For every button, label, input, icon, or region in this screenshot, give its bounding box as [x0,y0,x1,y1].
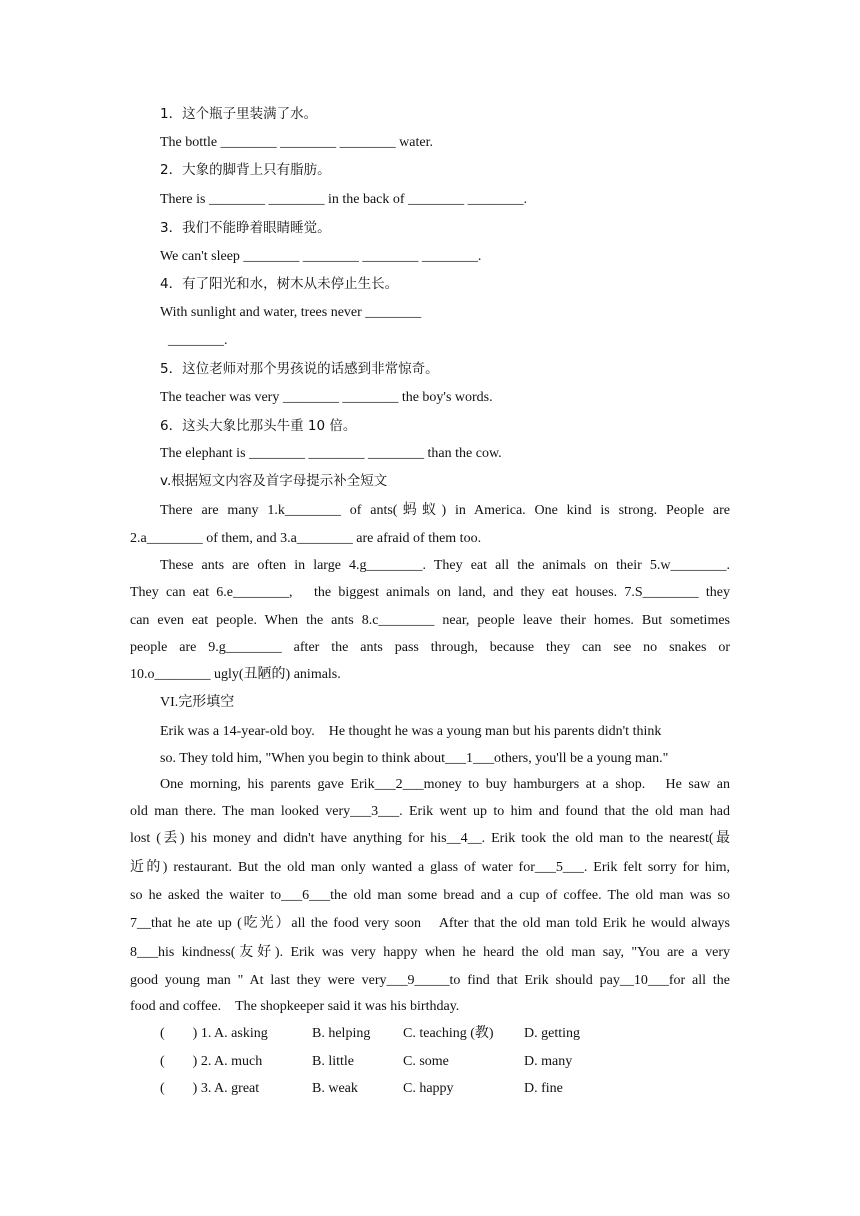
section5-p1-line1: There are many 1.k________ of ants(蚂蚁) in America. One kind is strong. People are [160,503,730,518]
q1-chinese: 1．这个瓶子里装满了水。 [160,106,318,122]
section5-p2-line2: They can eat 6.e________, the biggest animals on land, and they eat houses. 7.S________ they [130,585,730,600]
cloze-line-1: Erik was a 14-year-old boy. He thought he was a young man but his parents didn't think [160,724,662,739]
q3-chinese: 3．我们不能睁着眼睛睡觉。 [160,220,331,236]
q2-chinese: 2．大象的脚背上只有脂肪。 [160,162,331,178]
option-2-b: B. little [312,1054,354,1069]
section5-p2-line3: can even eat people. When the ants 8.c________ near, people leave their homes. But sometimes [130,613,730,628]
option-1-a: ( ) 1. A. asking [160,1026,268,1041]
cloze-line-10: good young man " At last they were very___9_____to find that Erik should pay__10___for all the [130,973,730,988]
q5-english: The teacher was very ________ ________ the boy's words. [160,390,493,405]
option-2-c: C. some [403,1054,449,1069]
q3-english: We can't sleep ________ ________ ________ ________. [160,249,482,264]
section5-p2-line5: 10.o________ ugly(丑陋的) animals. [130,667,341,682]
q5-chinese: 5．这位老师对那个男孩说的话感到非常惊奇。 [160,361,439,377]
cloze-line-5: lost (丢) his money and didn't have anything for his__4__. Erik took the old man to the nearest(最 [130,831,730,846]
section5-p2-line4: people are 9.g________ after the ants pass through, because they can see no snakes or [130,640,730,655]
q4-english-line2: ________. [168,333,228,348]
option-3-a: ( ) 3. A. great [160,1081,260,1096]
option-1-b: B. helping [312,1026,371,1041]
section5-p1-line2: 2.a________ of them, and 3.a________ are afraid of them too. [130,531,482,546]
cloze-line-11: food and coffee. The shopkeeper said it was his birthday. [130,999,460,1014]
option-2-a: ( ) 2. A. much [160,1054,263,1069]
cloze-line-7: so he asked the waiter to___6___the old man some bread and a cup of coffee. The old man was so [130,888,730,903]
q1-english: The bottle ________ ________ ________ water. [160,135,433,150]
option-1-d: D. getting [524,1026,580,1041]
q4-english-line1: With sunlight and water, trees never ________ [160,305,422,320]
q4-chinese: 4．有了阳光和水，树木从未停止生长。 [160,276,399,292]
section5-heading: v.根据短文内容及首字母提示补全短文 [160,473,388,489]
q6-english: The elephant is ________ ________ ________ than the cow. [160,446,502,461]
option-3-c: C. happy [403,1081,454,1096]
q2-english: There is ________ ________ in the back of ________ ________. [160,192,528,207]
cloze-line-4: old man there. The man looked very___3___. Erik went up to him and found that the old man had [130,804,730,819]
section5-p2-line1: These ants are often in large 4.g________. They eat all the animals on their 5.w________. [160,558,730,573]
option-3-b: B. weak [312,1081,358,1096]
cloze-line-6: 近的) restaurant. But the old man only wanted a glass of water for___5___. Erik felt sorry for him, [130,860,730,875]
option-3-d: D. fine [524,1081,563,1096]
option-1-c: C. teaching (教) [403,1026,494,1041]
cloze-line-2: so. They told him, "When you begin to think about___1___others, you'll be a young man." [160,751,669,766]
option-2-d: D. many [524,1054,573,1069]
q6-chinese: 6．这头大象比那头牛重 10 倍。 [160,418,357,434]
cloze-line-9: 8___his kindness(友好). Erik was very happy when he heard the old man say, "You are a very [130,945,730,960]
section6-heading: VI.完形填空 [160,695,235,710]
cloze-line-3: One morning, his parents gave Erik___2___money to buy hamburgers at a shop. He saw an [160,777,730,792]
cloze-line-8: 7__that he ate up (吃光）all the food very soon After that the old man told Erik he would always [130,916,730,931]
